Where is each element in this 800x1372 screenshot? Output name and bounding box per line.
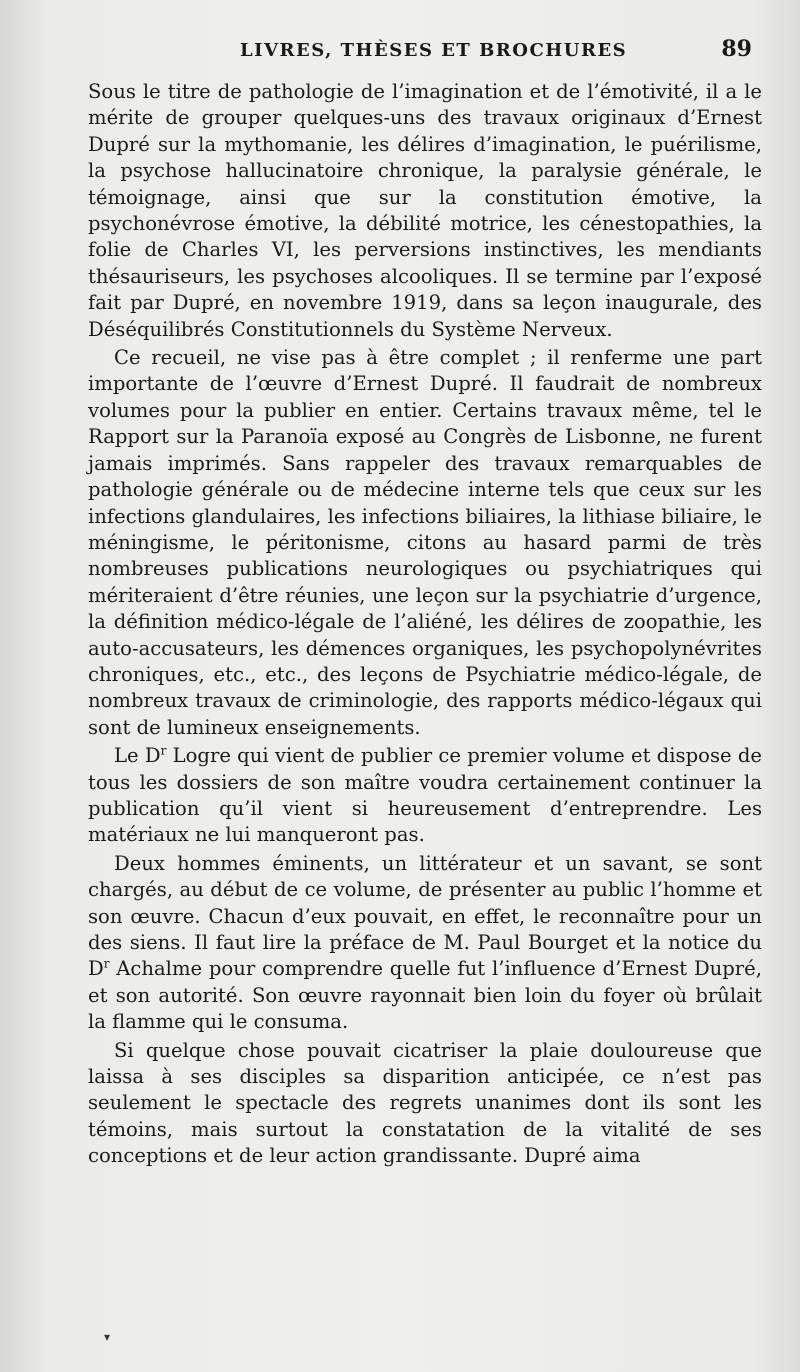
paragraph-3-part-2: Logre qui vient de publier ce premier volume et dispose de tous les dossiers de son maître voudra certainement continuer la publication qu’il vient si heureusement d’entreprendre. Les matériaux ne lui manqueront pas.	[88, 744, 763, 847]
page-header	[88, 36, 760, 66]
body-text	[88, 79, 762, 1170]
running-head: LIVRES, THÈSES ET BROCHURES	[240, 40, 628, 61]
page-number: 89	[721, 36, 752, 62]
paragraph-5: Si quelque chose pouvait cicatriser la plaie douloureuse que laissa à ses disciples sa disparition anticipée, ce n’est pas seulement le spectacle des regrets unanimes dont ils sont les témoins, mais surtout la constatation de la vitalité de ses conceptions et de leur action grandissante. Dupré aima	[88, 1038, 762, 1168]
paragraph-3-part-1: Le D	[114, 744, 161, 768]
paragraph-1: Sous le titre de pathologie de l’imagination et de l’émotivité, il a le mérite de grouper quelques-uns des travaux originaux d’Ernest Dupré sur la mythomanie, les délires d’imagination, le puérilisme, la psychose hallucinatoire chronique, la paralysie générale, le témoignage, ainsi que sur la constitution émotive, la psychonévrose émotive, la débilité motrice, les cénestopathies, la folie de Charles VI, les perversions instinctives, les mendiants thésauriseurs, les psychoses alcooliques. Il se termine par l’exposé fait par Dupré, en novembre 1919, dans sa leçon inaugurale, des Déséquilibrés Constitutionnels du Système Nerveux.	[88, 80, 762, 341]
ink-speck-mark: ▾	[104, 1330, 111, 1344]
paragraph-4-superscript: r	[103, 956, 110, 971]
paragraph-4-part-2: Achalme pour comprendre quelle fut l’influence d’Ernest Dupré, et son autorité. Son œuvre rayonnait bien loin du foyer où brûlait la flamme qui le consuma.	[88, 957, 762, 1034]
paragraph-2: Ce recueil, ne vise pas à être complet ; il renferme une part importante de l’œuvre d’Ernest Dupré. Il faudrait de nombreux volumes pour la publier en entier. Certains travaux même, tel le Rapport sur la Paranoïa exposé au Congrès de Lisbonne, ne furent jamais imprimés. Sans rappeler des travaux remarquables de pathologie générale ou de médecine interne tels que ceux sur les infections glandulaires, les infections biliaires, la lithiase biliaire, le méningisme, le péritonisme, citons au hasard parmi de très nombreuses publications neurologiques ou psychiatriques qui mériteraient d’être réunies, une leçon sur la psychiatrie d’urgence, la définition médico-légale de l’aliéné, les délires de zoopathie, les auto-accusateurs, les démences organiques, les psychopolynévrites chroniques, etc., etc., des leçons de Psychiatrie médico-légale, de nombreux travaux de criminologie, des rapports médico-légaux qui sont de lumineux enseignements.	[88, 346, 762, 739]
paragraph-4	[88, 851, 762, 1036]
paragraph-4-part-1: Deux hommes éminents, un littérateur et un savant, se sont chargés, au début de ce volume, de présenter au public l’homme et son œuvre. Chacun d’eux pouvait, en effet, le reconnaître pour un des siens. Il faut lire la préface de M. Paul Bourget et la notice du D	[88, 851, 762, 981]
paragraph-3-superscript: r	[160, 743, 167, 758]
paragraph-3	[88, 743, 762, 849]
